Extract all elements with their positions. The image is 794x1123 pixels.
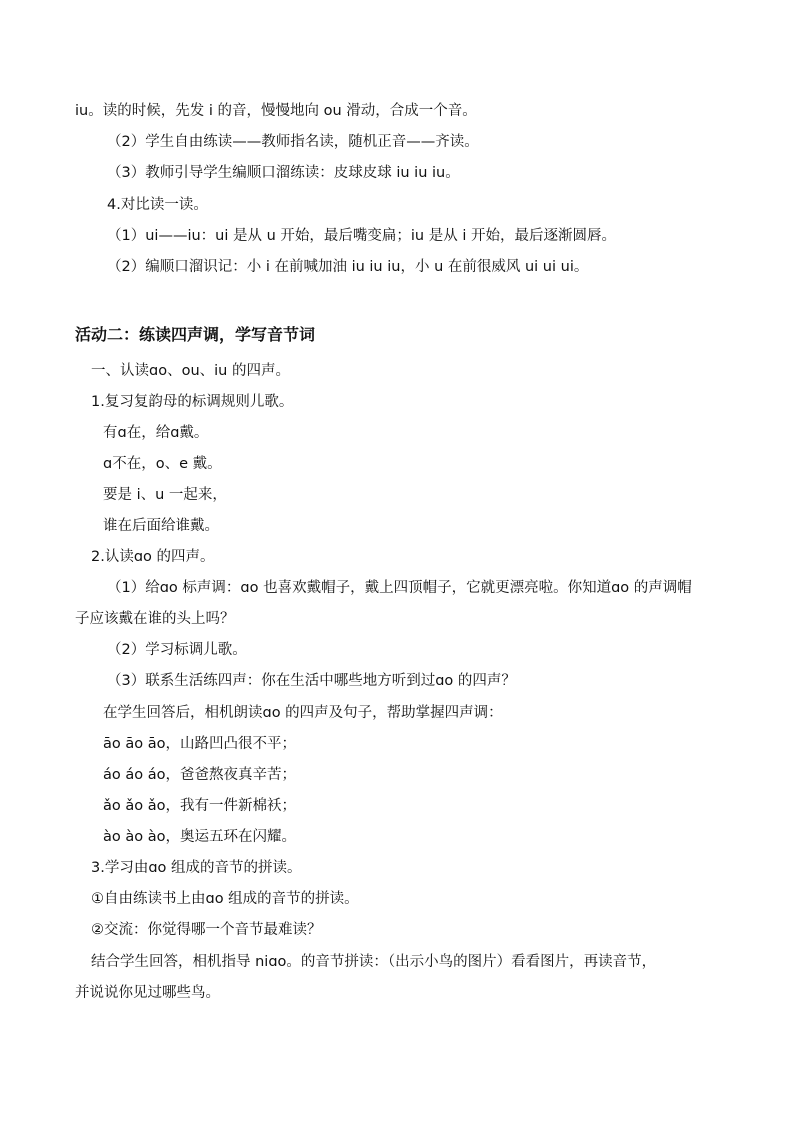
paragraph-line-23: 3.学习由ɑo 组成的音节的拼读。 bbox=[91, 860, 302, 876]
paragraph-line-16: （2）学习标调儿歌。 bbox=[107, 642, 247, 658]
paragraph-line-24: ①自由练读书上由ɑo 组成的音节的拼读。 bbox=[91, 891, 359, 907]
paragraph-line-17: （3）联系生活练四声：你在生活中哪些地方听到过ɑo 的四声？ bbox=[107, 673, 516, 689]
paragraph-line-26: 结合学生回答，相机指导 niɑo。的音节拼读：（出示小鸟的图片）看看图片，再读音节， bbox=[91, 954, 657, 970]
paragraph-line-3: （3）教师引导学生编顺口溜练读：皮球皮球 iu iu iu。 bbox=[107, 165, 460, 181]
paragraph-line-18: 在学生回答后，相机朗读ɑo 的四声及句子，帮助掌握四声调： bbox=[103, 705, 503, 721]
paragraph-line-10: ɑ不在，o、e 戴。 bbox=[103, 456, 222, 472]
paragraph-line-19: āo āo āo，山路凹凸很不平； bbox=[103, 736, 296, 752]
paragraph-line-22: ào ào ào，奥运五环在闪耀。 bbox=[103, 829, 296, 845]
paragraph-line-5: （1）ui——iu：ui 是从 u 开始，最后嘴变扁；iu 是从 i 开始，最后逐渐圆唇。 bbox=[107, 228, 616, 244]
paragraph-line-12: 谁在后面给谁戴。 bbox=[103, 518, 219, 534]
paragraph-line-11: 要是 i、u 一起来， bbox=[103, 487, 227, 503]
paragraph-line-21: ǎo ǎo ǎo，我有一件新棉袄； bbox=[103, 798, 296, 814]
paragraph-line-20: áo áo áo，爸爸熬夜真辛苦； bbox=[103, 767, 296, 783]
paragraph-line-6: （2）编顺口溜识记：小 i 在前喊加油 iu iu iu，小 u 在前很威风 ui ui ui。 bbox=[107, 259, 589, 275]
paragraph-line-14: （1）给ɑo 标声调：ɑo 也喜欢戴帽子，戴上四顶帽子，它就更漂亮啦。你知道ɑo 的声调帽 bbox=[107, 580, 692, 596]
paragraph-line-9: 有ɑ在，给ɑ戴。 bbox=[103, 425, 209, 441]
paragraph-line-2: （2）学生自由练读——教师指名读，随机正音——齐读。 bbox=[107, 134, 479, 150]
paragraph-line-7: 一、认读ɑo、ou、iu 的四声。 bbox=[91, 363, 290, 379]
paragraph-line-8: 1.复习复韵母的标调规则儿歌。 bbox=[91, 394, 294, 410]
paragraph-line-13: 2.认读ɑo 的四声。 bbox=[91, 549, 215, 565]
paragraph-line-4: 4.对比读一读。 bbox=[107, 197, 208, 213]
paragraph-line-15: 子应该戴在谁的头上吗？ bbox=[75, 611, 235, 627]
paragraph-line-1: iu。读的时候，先发 i 的音，慢慢地向 ou 滑动，合成一个音。 bbox=[75, 103, 477, 119]
section-heading: 活动二：练读四声调，学写音节词 bbox=[75, 325, 316, 344]
paragraph-line-25: ②交流：你觉得哪一个音节最难读？ bbox=[91, 922, 322, 938]
paragraph-line-27: 并说说你见过哪些鸟。 bbox=[75, 985, 220, 1001]
